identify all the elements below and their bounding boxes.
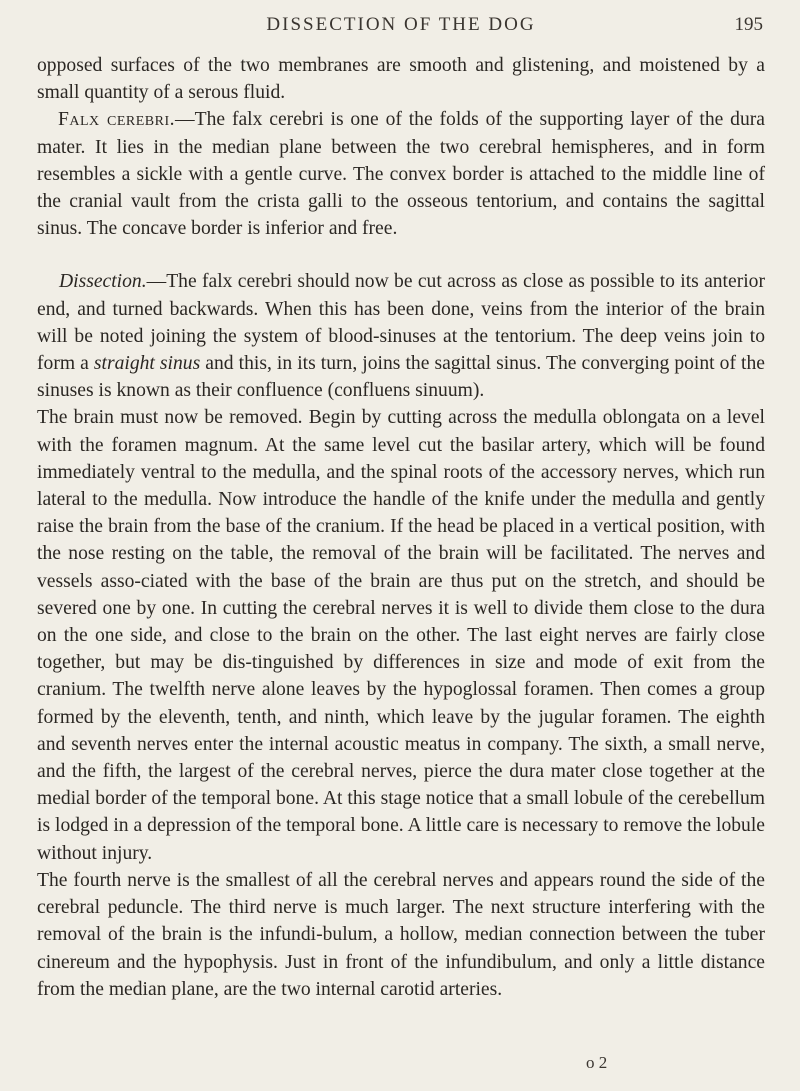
dissection-text-a: —The falx cerebri should now be cut across as close as possible to its anterior end, and turned backwards. When this has been done, veins from the interior of the brain will be noted joining the system of blood-sinuses at the tentorium. The deep veins join to form a xyxy=(37,271,765,375)
dissection-heading: Dissection. xyxy=(59,271,147,293)
straight-sinus-term: straight sinus xyxy=(93,353,201,375)
paragraph-brain-removal: The brain must now be removed. Begin by cutting across the medulla oblongata on a level with the foramen magnum. At the same level cut the basilar artery, which will be found immediately ventral to the medulla, and the spinal roots of the accessory nerves, which run lateral to the medulla. Now introduce the handle of the knife under the medulla and gently raise the brain from the base of the cranium. If the head be placed in a vertical position, with the nose resting on the table, the removal of the brain will be facilitated. The nerves and vessels asso-ciated with the base of the brain are thus put on the stretch, and should be severed one by one. In cutting the cerebral nerves it is well to divide them close to the dura on the one side, and close to the brain on the other. The last eight nerves are fairly close together, but may be dis-tinguished by differences in size and mode of exit from the cranium. The twelfth nerve alone leaves by the hypoglossal foramen. Then comes a group formed by the eleventh, tenth, and ninth, which leave by the jugular foramen. The eighth and seventh nerves enter the internal acoustic meatus in company. The sixth, a small nerve, and the fifth, the largest of the cerebral nerves, pierce the dura mater close together at the medial border of the temporal bone. At this stage notice that a small lobule of the cerebellum is lodged in a depression of the temporal bone. A little care is necessary to remove the lobule without injury. xyxy=(37,407,765,864)
paragraph-membranes: opposed surfaces of the two membranes are smooth and glistening, and moistened by a small quantity of a serous fluid. xyxy=(37,55,765,104)
falx-cerebri-text: —The falx cerebri is one of the folds of the supporting layer of the dura mater. It lies in the median plane between the two cerebral hemispheres, and in form resembles a sickle with a gentle curve. The convex border is attached to the middle line of the cranial vault from the crista galli to the osseous tentorium, and contains the sagittal sinus. The concave border is inferior and free. xyxy=(37,109,765,240)
body-text xyxy=(37,52,765,1003)
signature-mark: o 2 xyxy=(586,1053,608,1072)
paragraph-falx-cerebri xyxy=(37,106,765,242)
paragraph-fourth-nerve: The fourth nerve is the smallest of all the cerebral nerves and appears round the side of the cerebral peduncle. The third nerve is much larger. The next structure interfering with the removal of the brain is the infundi-bulum, a hollow, median connection between the tuber cinereum and the hypophysis. Just in front of the infundibulum, and only a little distance from the median plane, are the two internal carotid arteries. xyxy=(37,869,765,1000)
paragraph-dissection xyxy=(37,268,765,404)
running-title: DISSECTION OF THE DOG xyxy=(266,14,536,35)
page-number: 195 xyxy=(734,14,763,35)
dissection-text-b: and this, in its turn, joins the sagittal sinus. The converging point of the sinuses is known as their confluence (confluens sinuum). xyxy=(37,353,765,402)
falx-cerebri-heading: Falx cerebri. xyxy=(58,109,176,131)
running-head xyxy=(37,0,765,52)
section-gap xyxy=(37,242,765,268)
